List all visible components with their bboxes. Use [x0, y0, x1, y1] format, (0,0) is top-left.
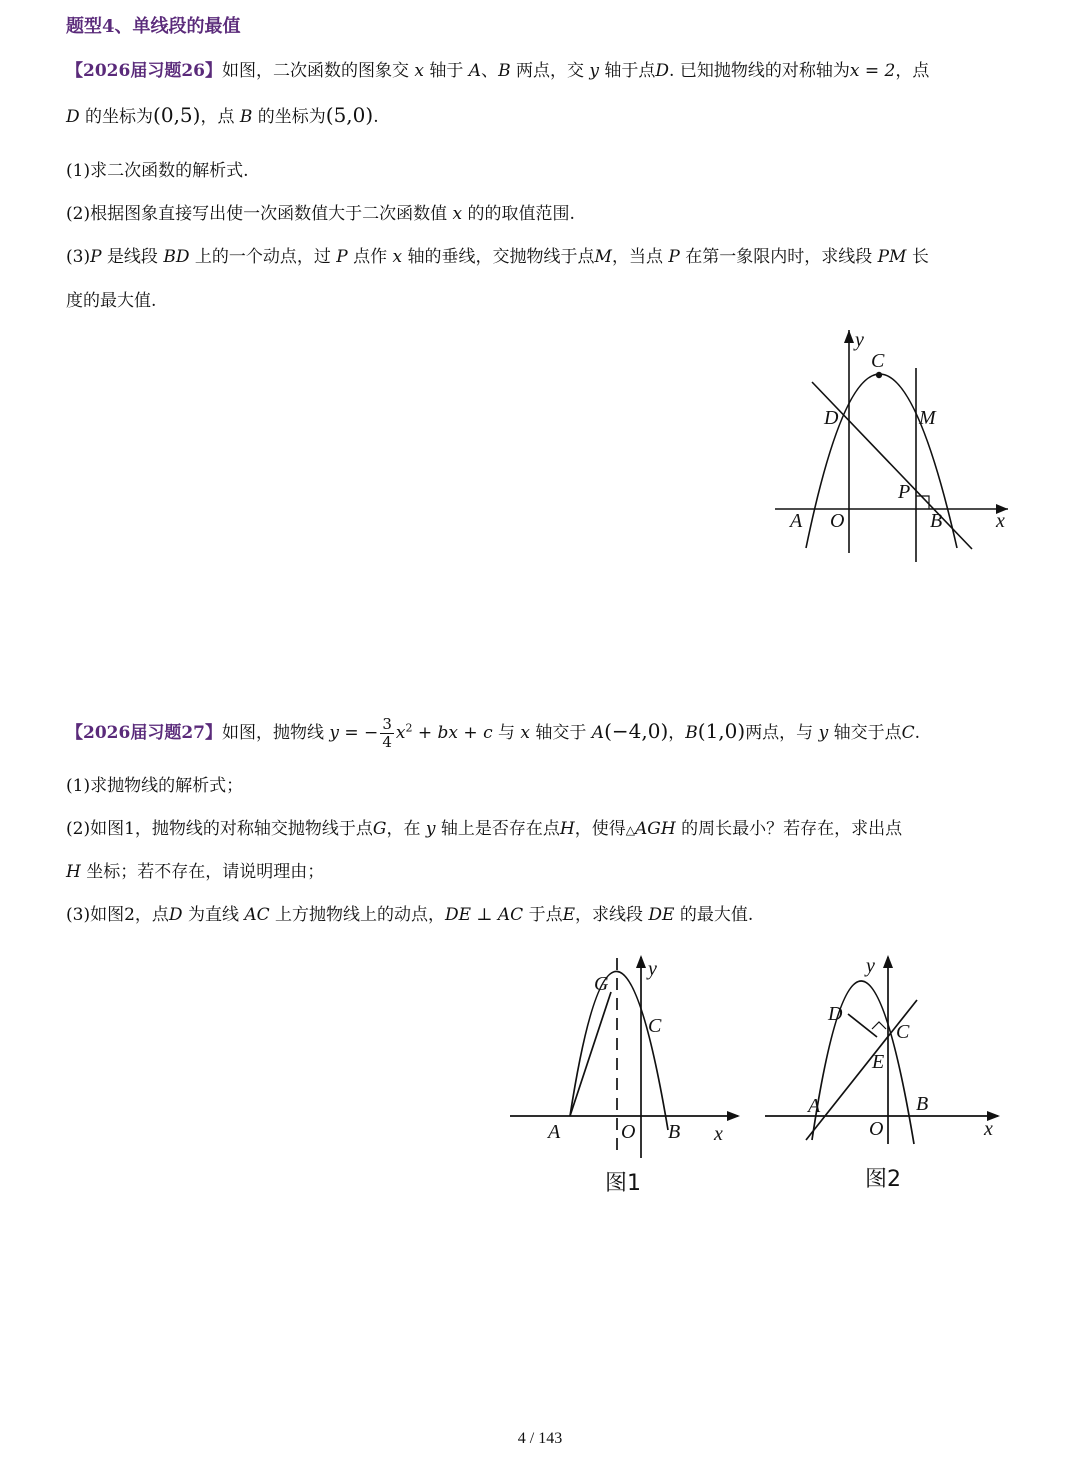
- q27-line1: 【2026届习题27】如图，抛物线 y = − $\frac{3}{4}$ $x^2$ + bx + c 与 x 轴交于 A(−4,0)，B(1,0)两点，与 y 轴交于点C.: [66, 715, 921, 751]
- q26-label-p: P: [898, 481, 911, 503]
- q26-axis-eq: x = 2: [849, 61, 896, 81]
- fig2-label-e: E: [872, 1051, 885, 1073]
- fig1-label-g: G: [594, 973, 609, 995]
- fig2-label-d: D: [828, 1003, 843, 1025]
- q27-tag: 【2026届习题27】: [66, 723, 222, 743]
- q26-label-m: M: [919, 407, 936, 429]
- q26-label-y: y: [855, 329, 864, 351]
- fig1-label-b: B: [668, 1121, 681, 1143]
- q26-b-coord: (5,0): [325, 103, 374, 127]
- q26-label-x: x: [996, 510, 1005, 532]
- q27-part3: (3)如图2，点D 为直线 AC 上方抛物线上的动点，DE ⊥ AC 于点E，求线段 DE 的最大值.: [66, 905, 754, 925]
- q27-a-coord: (−4,0): [604, 719, 669, 743]
- fig2-label-x: x: [984, 1118, 993, 1140]
- fig1-label-o: O: [621, 1121, 636, 1143]
- fig2-label-a: A: [808, 1095, 821, 1117]
- q26-part3-line2: 度的最大值.: [66, 291, 157, 311]
- fig2-right-angle: [872, 1022, 886, 1029]
- page-number: 4 / 143: [517, 1430, 563, 1447]
- fig1-label-y: y: [648, 958, 657, 980]
- fig2-label-c: C: [896, 1021, 910, 1043]
- q27-part2-line2: H 坐标；若不存在，请说明理由；: [66, 862, 325, 882]
- q27-part1: (1)求抛物线的解析式；: [66, 776, 244, 796]
- q26-line2: D 的坐标为(0,5)，点 B 的坐标为(5,0).: [66, 103, 379, 127]
- fig2-label-y: y: [866, 955, 875, 977]
- q27-fraction: $\frac{3}{4}$: [382, 715, 392, 751]
- q27-part2: (2)如图1，抛物线的对称轴交抛物线于点G，在 y 轴上是否存在点H，使得△AGH 的周长最小？若存在，求出点: [66, 819, 903, 839]
- q26-part1: (1)求二次函数的解析式.: [66, 161, 249, 181]
- fig2-caption: 图2: [865, 1167, 901, 1192]
- q26-line1: 【2026届习题26】如图，二次函数的图象交 x 轴于 A、B 两点，交 y 轴于点D. 已知抛物线的对称轴为x = 2，点: [66, 61, 930, 81]
- section-title: 题型4、单线段的最值: [66, 16, 241, 37]
- q27-b-coord: (1,0): [697, 719, 746, 743]
- q26-label-c: C: [871, 350, 885, 372]
- q26-part2: (2)根据图象直接写出使一次函数值大于二次函数值 x 的的取值范围.: [66, 204, 575, 224]
- q26-label-d: D: [824, 407, 839, 429]
- fig1-caption: 图1: [605, 1171, 641, 1196]
- fig2-label-o: O: [869, 1118, 884, 1140]
- fig1-label-x: x: [714, 1123, 723, 1145]
- q26-label-b: B: [930, 510, 943, 532]
- fig2-line-de: [848, 1014, 877, 1037]
- q26-part3: (3)P 是线段 BD 上的一个动点，过 P 点作 x 轴的垂线，交抛物线于点M，当点 P 在第一象限内时，求线段 PM 长: [66, 247, 929, 267]
- fig2-label-b: B: [916, 1093, 929, 1115]
- q26-d-coord: (0,5): [153, 103, 201, 127]
- q26-label-a: A: [790, 510, 803, 532]
- fig1-label-c: C: [648, 1015, 662, 1037]
- fig1-label-a: A: [548, 1121, 561, 1143]
- q26-label-o: O: [830, 510, 845, 532]
- q26-tag: 【2026届习题26】: [66, 61, 222, 81]
